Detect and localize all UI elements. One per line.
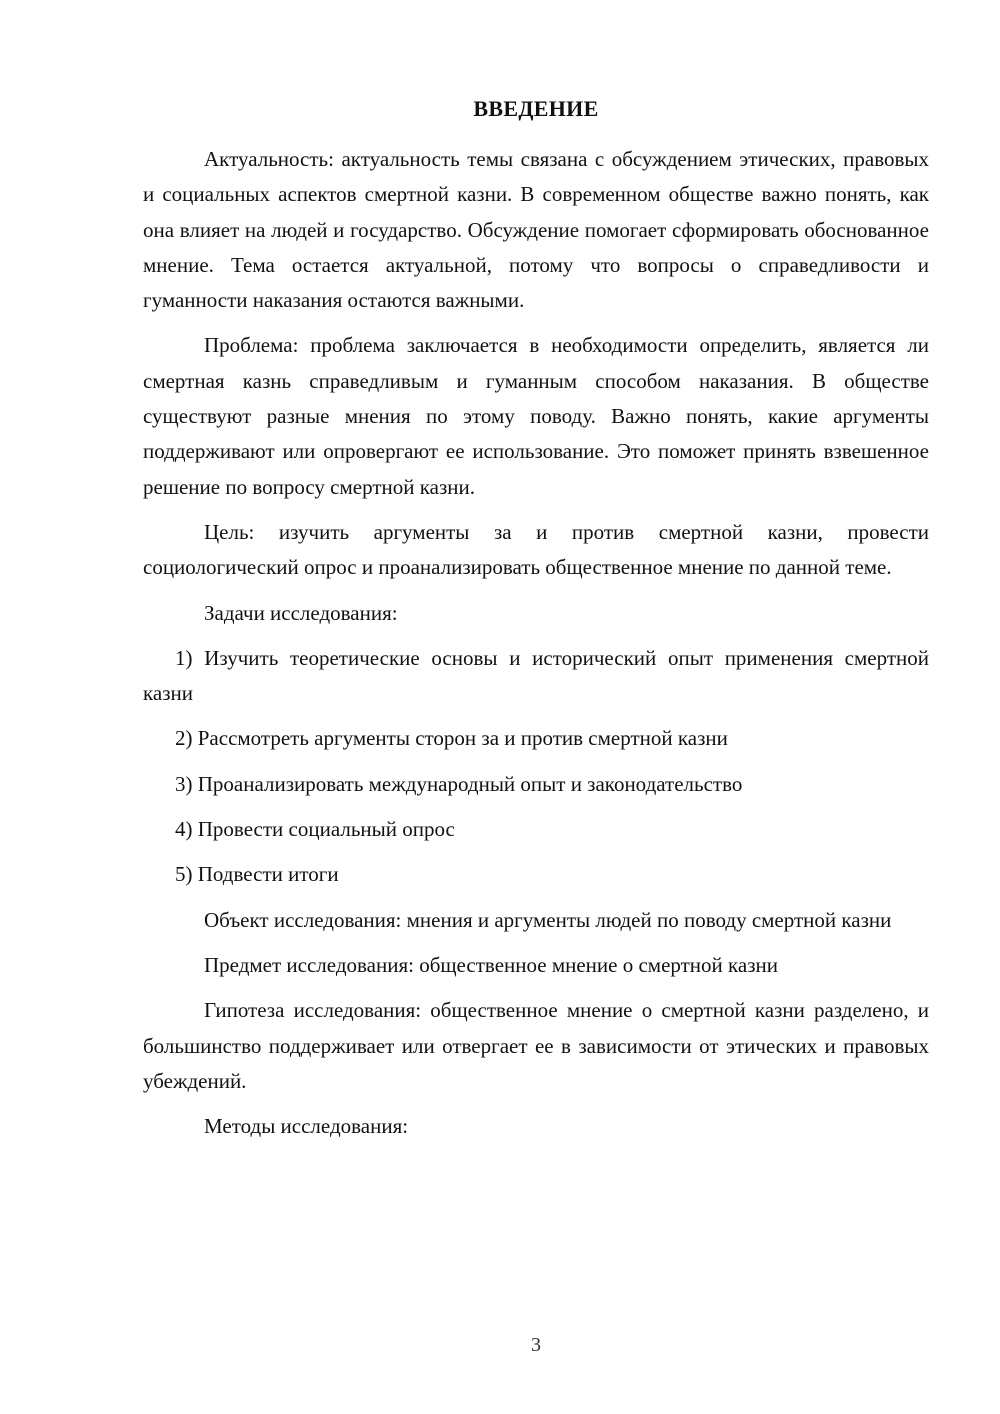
problem-paragraph: Проблема: проблема заключается в необходимости определить, является ли смертная казнь справедливым и гуманным способом наказания. В обществе существуют разные мнения по этому поводу. Важно понять, какие аргументы поддерживают или опровергают ее использование. Это поможет принять взвешенное решение по вопросу смертной казни. (143, 333, 929, 499)
section-title: ВВЕДЕНИЕ (473, 96, 599, 121)
task-item: 2) Рассмотреть аргументы сторон за и против смертной казни (175, 726, 728, 751)
task-item: 3) Проанализировать международный опыт и законодательство (175, 771, 743, 796)
page-number: 3 (531, 1334, 541, 1356)
relevance-paragraph: Актуальность: актуальность темы связана с обсуждением этических, правовых и социальных аспектов смертной казни. В современном обществе важно понять, как она влияет на людей и государство. Обсуждение помогает сформировать обоснованное мнение. Тема остается актуальной, потому что вопросы о справедливости и гуманности наказания остаются важными. (143, 147, 929, 313)
research-subject-paragraph: Предмет исследования: общественное мнение о смертной казни (204, 952, 778, 977)
document-body (143, 142, 929, 1154)
hypothesis-paragraph: Гипотеза исследования: общественное мнение о смертной казни разделено, и большинство поддерживает или отвергает ее в зависимости от этических и правовых убеждений. (143, 998, 929, 1093)
research-object-paragraph: Объект исследования: мнения и аргументы людей по поводу смертной казни (204, 907, 892, 932)
goal-paragraph: Цель: изучить аргументы за и против смертной казни, провести социологический опрос и проанализировать общественное мнение по данной теме. (143, 519, 929, 580)
task-item: 5) Подвести итоги (175, 862, 339, 887)
task-item: 4) Провести социальный опрос (175, 817, 455, 842)
task-item: 1) Изучить теоретические основы и исторический опыт применения смертной казни (143, 645, 929, 706)
tasks-heading: Задачи исследования: (204, 600, 398, 625)
methods-heading: Методы исследования: (204, 1114, 409, 1139)
